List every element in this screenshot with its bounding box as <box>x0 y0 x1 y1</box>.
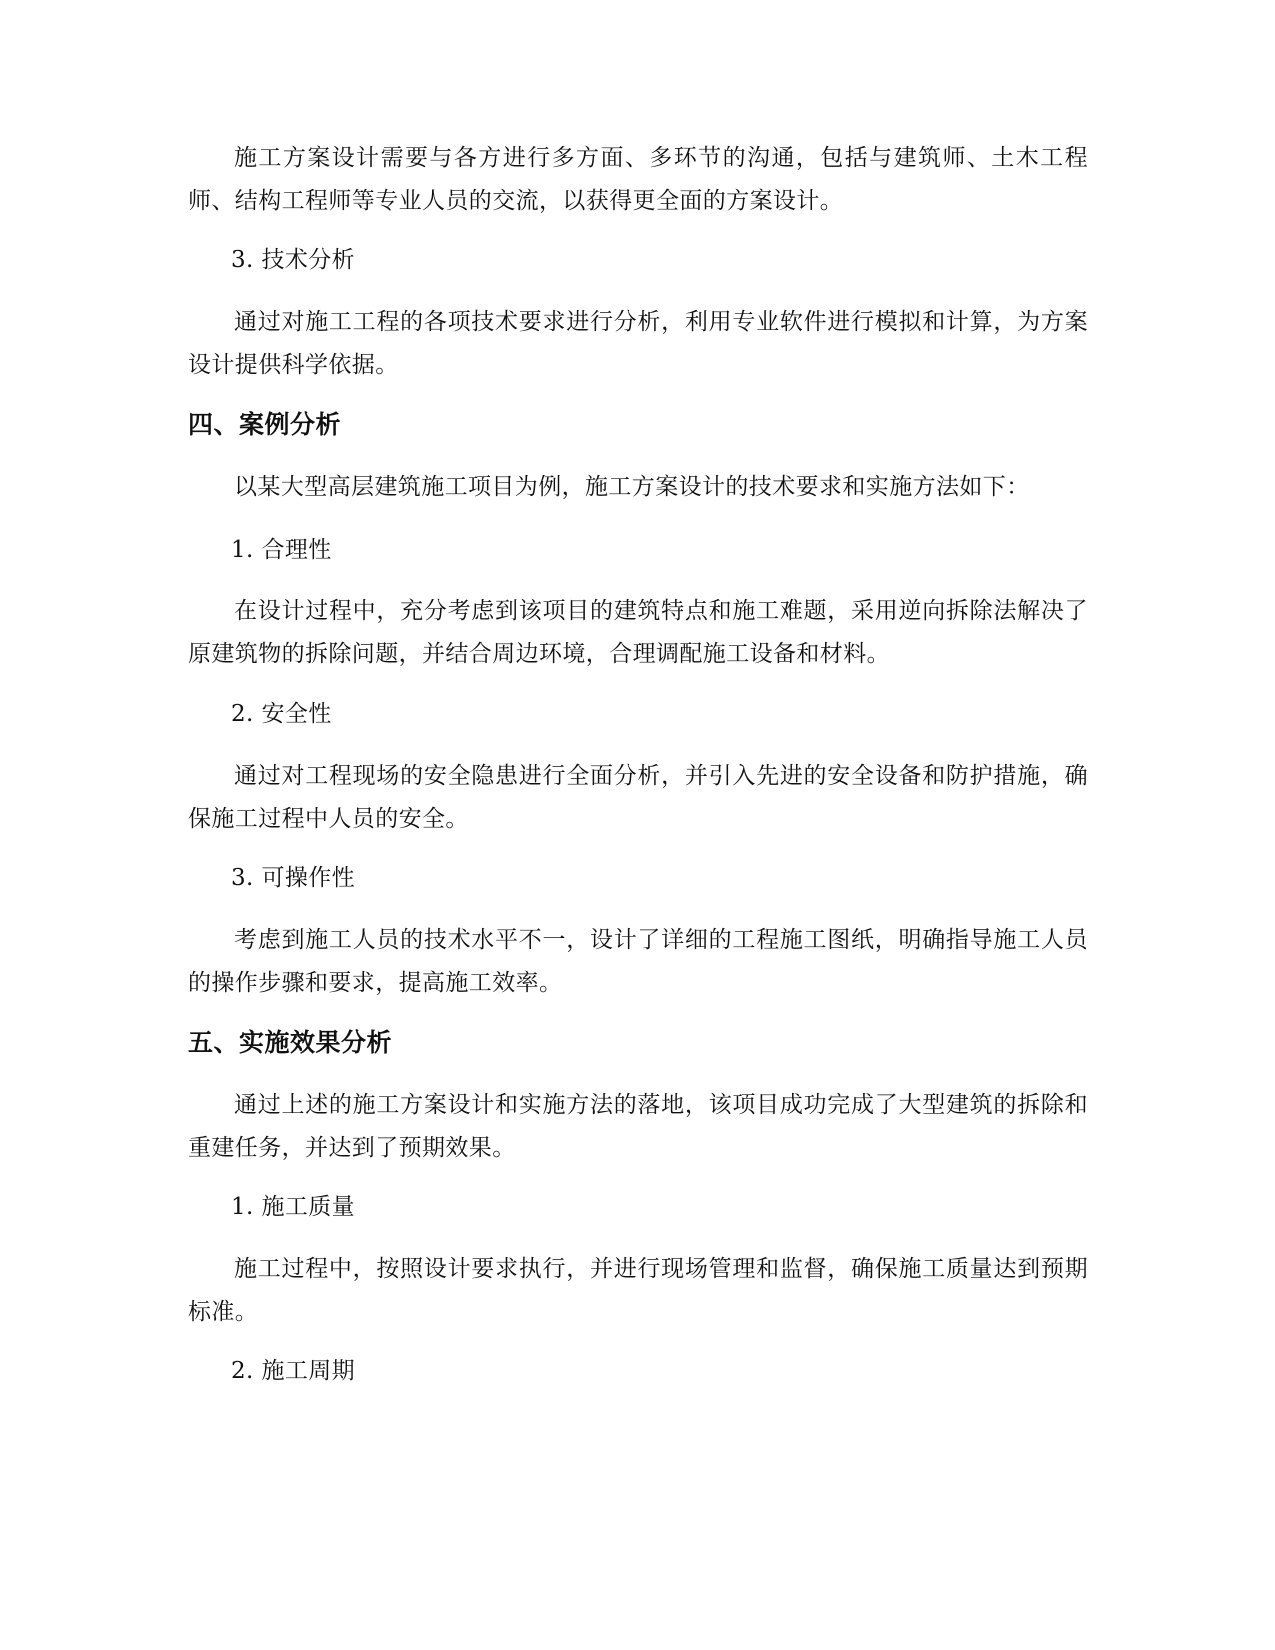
item-quality: 1. 施工质量 <box>231 1194 356 1220</box>
paragraph-safety: 通过对工程现场的安全隐患进行全面分析，并引入先进的安全设备和防护措施，确保施工过程中人员的安全。 <box>188 763 1088 832</box>
paragraph-rationality: 在设计过程中，充分考虑到该项目的建筑特点和施工难题，采用逆向拆除法解决了原建筑物的拆除问题，并结合周边环境，合理调配施工设备和材料。 <box>188 598 1088 667</box>
item-rationality: 1. 合理性 <box>231 537 332 563</box>
item-operability: 3. 可操作性 <box>231 865 356 891</box>
paragraph-technical-analysis: 通过对施工工程的各项技术要求进行分析，利用专业软件进行模拟和计算，为方案设计提供科学依据。 <box>188 309 1088 378</box>
heading-effect-analysis: 五、实施效果分析 <box>188 1028 393 1057</box>
paragraph-case-intro: 以某大型高层建筑施工项目为例，施工方案设计的技术要求和实施方法如下： <box>234 474 1030 500</box>
item-period: 2. 施工周期 <box>231 1358 356 1384</box>
paragraph-effect-intro: 通过上述的施工方案设计和实施方法的落地，该项目成功完成了大型建筑的拆除和重建任务，并达到了预期效果。 <box>188 1092 1088 1161</box>
paragraph-operability: 考虑到施工人员的技术水平不一，设计了详细的工程施工图纸，明确指导施工人员的操作步骤和要求，提高施工效率。 <box>188 927 1088 996</box>
item-technical-analysis: 3. 技术分析 <box>231 247 356 273</box>
paragraph-communication: 施工方案设计需要与各方进行多方面、多环节的沟通，包括与建筑师、土木工程师、结构工程师等专业人员的交流，以获得更全面的方案设计。 <box>188 145 1088 214</box>
item-safety: 2. 安全性 <box>231 701 332 727</box>
paragraph-quality: 施工过程中，按照设计要求执行，并进行现场管理和监督，确保施工质量达到预期标准。 <box>188 1256 1088 1325</box>
heading-case-analysis: 四、案例分析 <box>188 410 342 439</box>
